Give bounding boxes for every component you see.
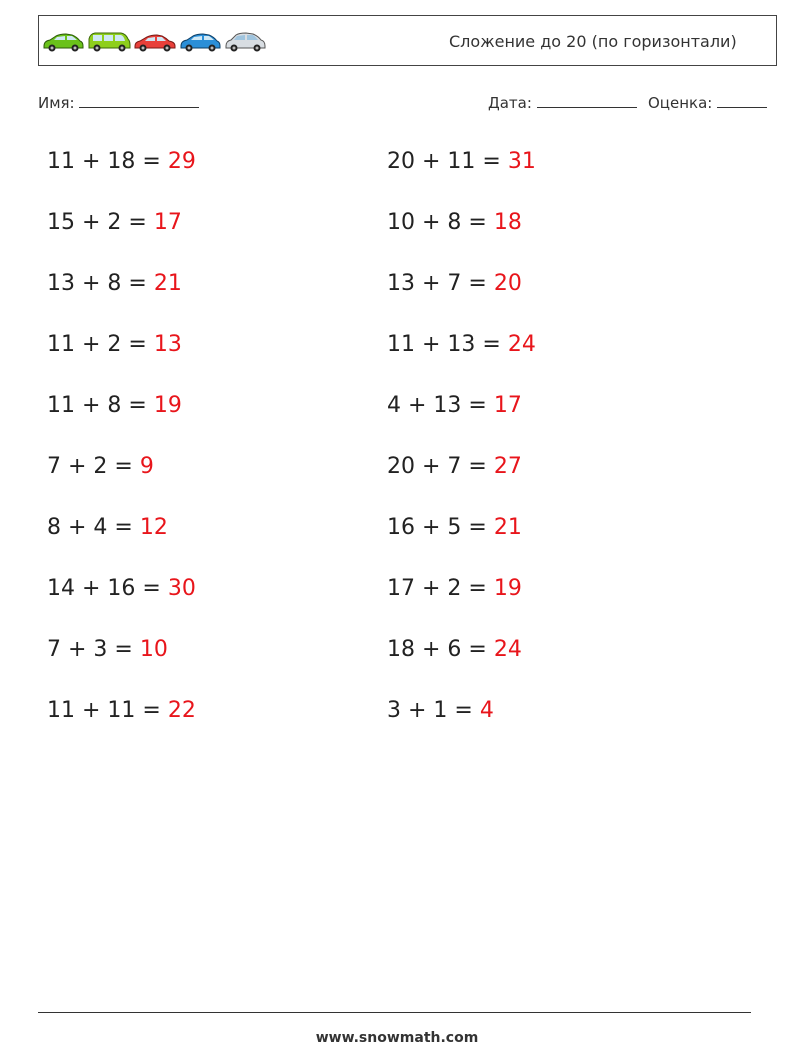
answer: 9 [139, 454, 154, 479]
answer: 30 [167, 576, 196, 601]
answer: 18 [493, 210, 522, 235]
answer: 21 [153, 271, 182, 296]
name-blank[interactable] [79, 93, 199, 108]
answer: 22 [167, 698, 196, 723]
problem: 7 + 2 = 9 [47, 454, 154, 479]
problem: 11 + 2 = 13 [47, 332, 182, 357]
problem: 20 + 7 = 27 [387, 454, 522, 479]
date-field [488, 93, 637, 112]
problem: 11 + 11 = 22 [47, 698, 196, 723]
problem: 14 + 16 = 30 [47, 576, 196, 601]
blue-hatchback-icon [179, 30, 221, 54]
header-box [38, 15, 777, 66]
problem: 17 + 2 = 19 [387, 576, 522, 601]
footer-website[interactable]: www.snowmath.com [315, 1030, 479, 1046]
name-label: Имя: [38, 94, 75, 112]
problem: 11 + 13 = 24 [387, 332, 536, 357]
problem: 13 + 8 = 21 [47, 271, 182, 296]
problem: 15 + 2 = 17 [47, 210, 182, 235]
answer: 10 [139, 637, 168, 662]
name-field [38, 93, 199, 112]
problem: 20 + 11 = 31 [387, 149, 536, 174]
problem: 7 + 3 = 10 [47, 637, 168, 662]
problem: 16 + 5 = 21 [387, 515, 522, 540]
problem: 11 + 18 = 29 [47, 149, 196, 174]
score-field [648, 93, 767, 112]
answer: 19 [153, 393, 182, 418]
answer: 13 [153, 332, 182, 357]
problem: 8 + 4 = 12 [47, 515, 168, 540]
answer: 27 [493, 454, 522, 479]
answer: 21 [493, 515, 522, 540]
green-minivan-icon [87, 30, 131, 54]
score-blank[interactable] [717, 93, 767, 108]
answer: 4 [479, 698, 494, 723]
problem: 10 + 8 = 18 [387, 210, 522, 235]
problem: 4 + 13 = 17 [387, 393, 522, 418]
answer: 12 [139, 515, 168, 540]
answer: 31 [507, 149, 536, 174]
answer: 17 [153, 210, 182, 235]
car-icons [42, 30, 266, 54]
answer: 19 [493, 576, 522, 601]
answer: 24 [507, 332, 536, 357]
problem: 11 + 8 = 19 [47, 393, 182, 418]
problem: 3 + 1 = 4 [387, 698, 494, 723]
green-hatchback-icon [42, 30, 84, 54]
answer: 24 [493, 637, 522, 662]
date-blank[interactable] [537, 93, 637, 108]
score-label: Оценка: [648, 94, 713, 112]
date-label: Дата: [488, 94, 532, 112]
silver-suv-icon [224, 30, 266, 54]
answer: 17 [493, 393, 522, 418]
footer-divider [38, 1012, 751, 1013]
answer: 29 [167, 149, 196, 174]
answer: 20 [493, 271, 522, 296]
red-sedan-icon [134, 30, 176, 54]
worksheet-title: Сложение до 20 (по горизонтали) [449, 32, 737, 51]
problem: 18 + 6 = 24 [387, 637, 522, 662]
problem: 13 + 7 = 20 [387, 271, 522, 296]
